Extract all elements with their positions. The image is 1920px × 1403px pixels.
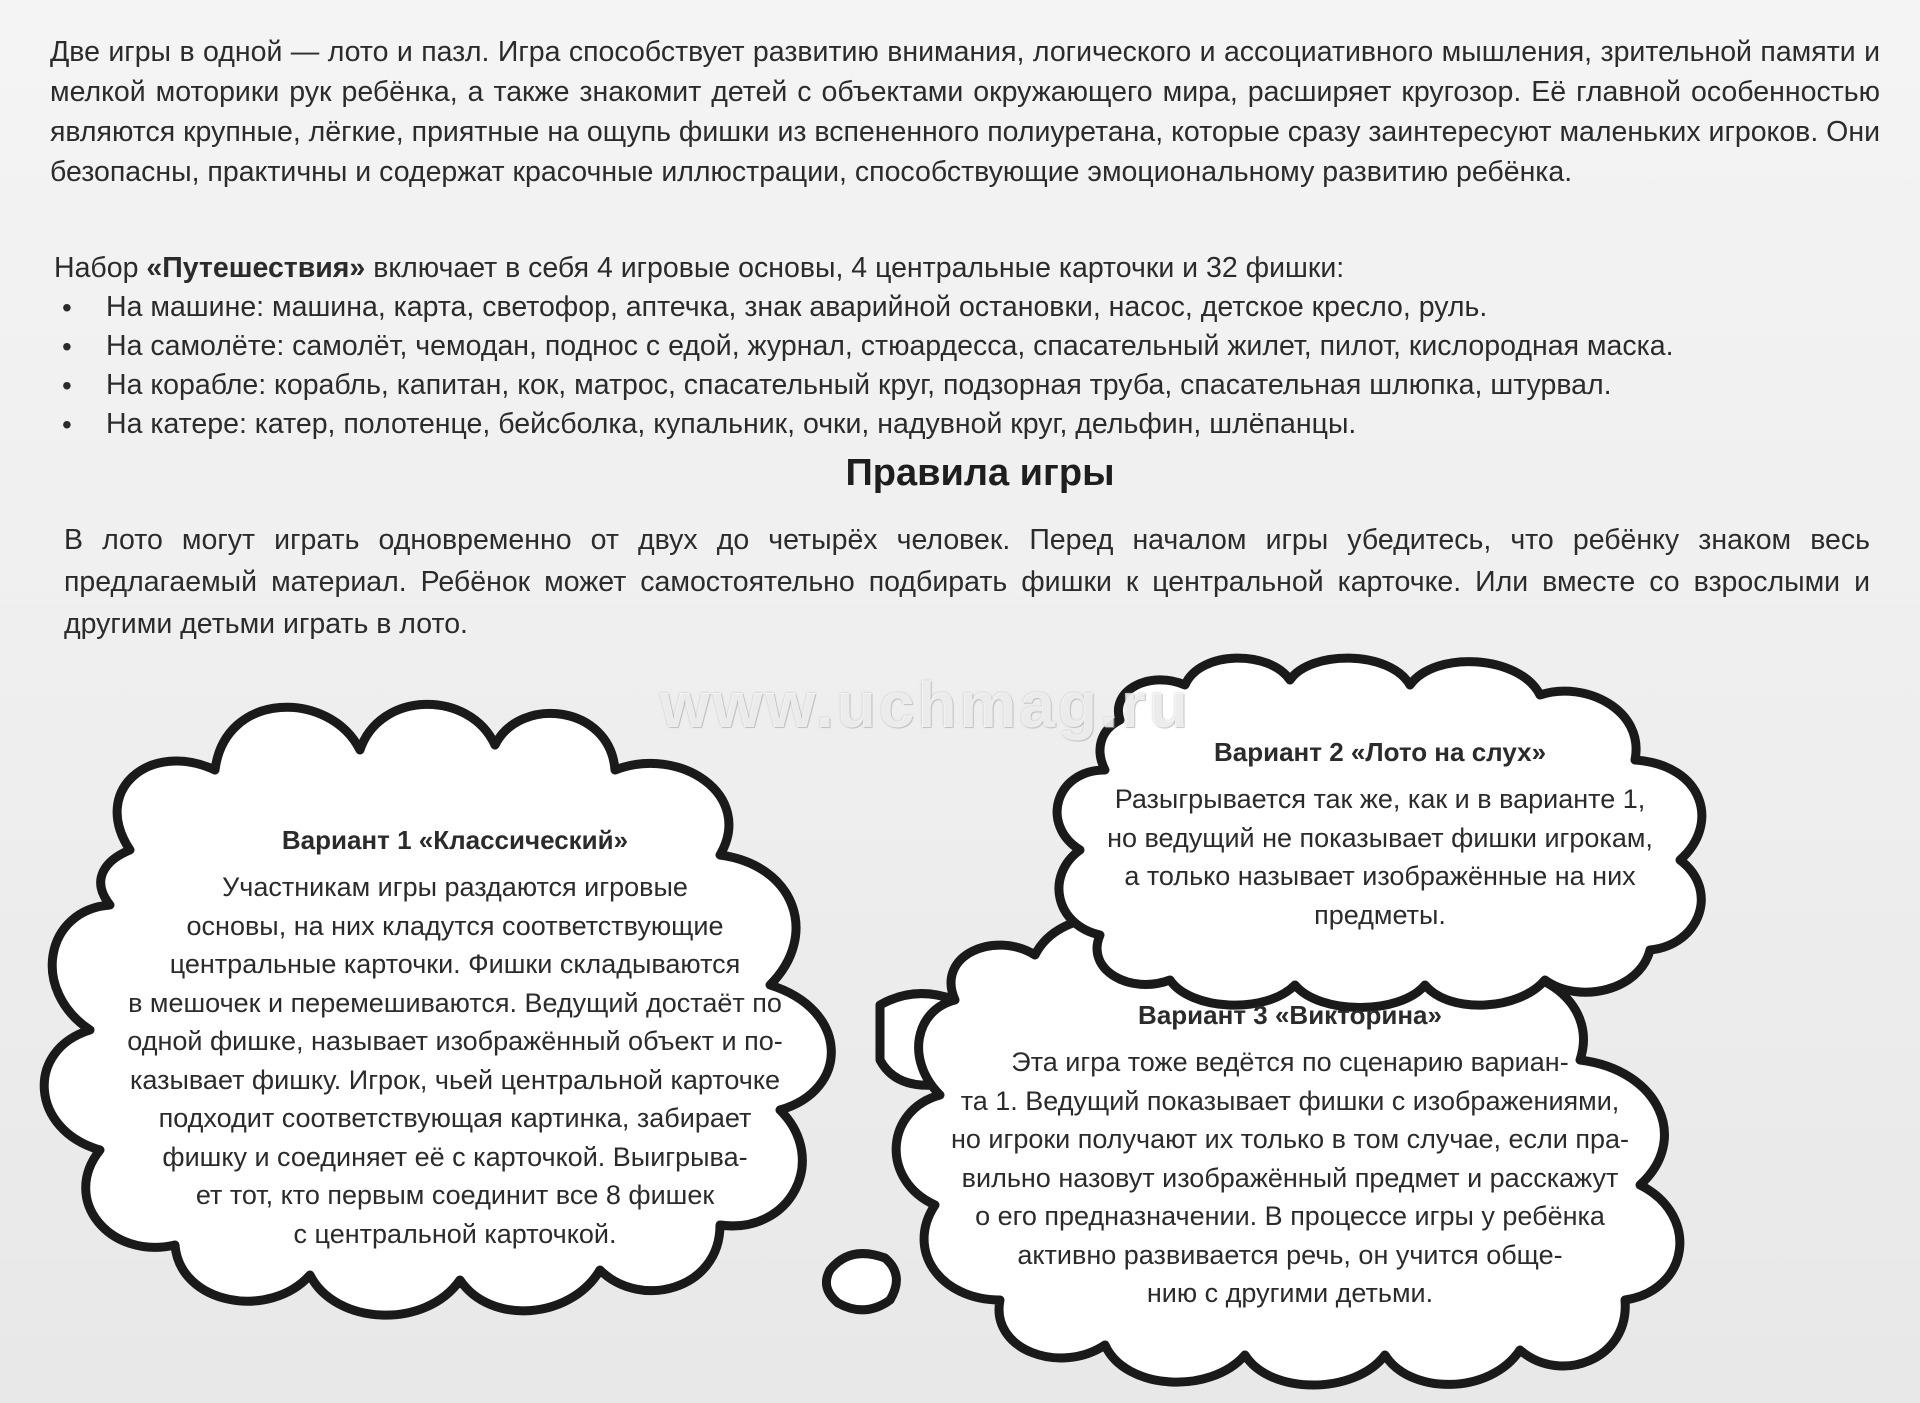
list-item: • На машине: машина, карта, светофор, аптечка, знак аварийной остановки, насос, детское кресло, руль. xyxy=(54,288,1874,327)
variant-2-title: Вариант 2 «Лото на слух» xyxy=(1213,737,1547,767)
variant-1-title: Вариант 1 «Классический» xyxy=(281,825,629,855)
watermark: www.uchmag.ru xyxy=(660,669,1191,741)
intro-paragraph: Две игры в одной — лото и пазл. Игра способствует развитию внимания, логического и ассоциативного мышления, зрительной памяти и мелкой моторики рук ребёнка, а также знакомит детей с объектами окружающего мира, расширяет кругозор. Её главной особенностью являются крупные, лёгкие, приятные на ощупь фишки из вспененного полиуретана, которые сразу заинтересуют маленьких игроков. Они безопасны, практичны и содержат красочные иллюстрации, способствующие эмоциональному развитию ребёнка. xyxy=(50,36,1880,188)
variant-1-body: Участникам игры раздаются игровые основы, на них кладутся соответствующие центральные карточки. Фишки складываются в мешочек и перемешиваются. Ведущий достаёт по одной фишке, называет изображённый объект и по- казывает фишку. Игрок, чьей центральной карточке подходит соответствующая картинка, забирает фишку и соединяет её с карточкой. Выигрыва- ет тот, кто первым соединит все 8 фишек с центральной карточкой. xyxy=(127,872,783,1249)
connector-bubble xyxy=(826,1254,896,1310)
variant-3-title: Вариант 3 «Викторина» xyxy=(1138,1000,1442,1030)
rules-paragraph: В лото могут играть одновременно от двух до четырёх человек. Перед началом игры убедитесь, что ребёнку знаком весь предлагаемый материал. Ребёнок может самостоятельно подбирать фишки к центральной карточке. Или вместе со взрослыми и другими детьми играть в лото. xyxy=(64,524,1870,640)
variant-1-text xyxy=(105,820,805,1253)
list-item: • На катере: катер, полотенце, бейсболка, купальник, очки, надувной круг, дельфин, шлёпанцы. xyxy=(54,405,1874,444)
variant-3-text xyxy=(925,995,1655,1313)
variant-2-text xyxy=(1105,732,1655,934)
set-prefix: Набор xyxy=(54,252,147,284)
list-item: • На корабле: корабль, капитан, кок, матрос, спасательный круг, подзорная труба, спасательная шлюпка, штурвал. xyxy=(54,366,1874,405)
variant-3-body: Эта игра тоже ведётся по сценарию вариан- та 1. Ведущий показывает фишки с изображениями, но игроки получают их только в том случае, если пра- вильно назовут изображённый предмет и расскажут о его предназначении. В процессе игры у ребёнка активно развивается речь, он учится обще- нию с другими детьми. xyxy=(950,1047,1630,1308)
list-item: • На самолёте: самолёт, чемодан, поднос с едой, журнал, стюардесса, спасательный жилет, пилот, кислородная маска. xyxy=(54,327,1874,366)
set-suffix: включает в себя 4 игровые основы, 4 центральные карточки и 32 фишки: xyxy=(365,252,1345,284)
variant-2-body: Разыгрывается так же, как и в варианте 1, но ведущий не показывает фишки игрокам, а только называет изображённые на них предметы. xyxy=(1107,784,1653,930)
set-name: «Путешествия» xyxy=(146,252,366,284)
rules-heading: Правила игры xyxy=(845,452,1115,494)
